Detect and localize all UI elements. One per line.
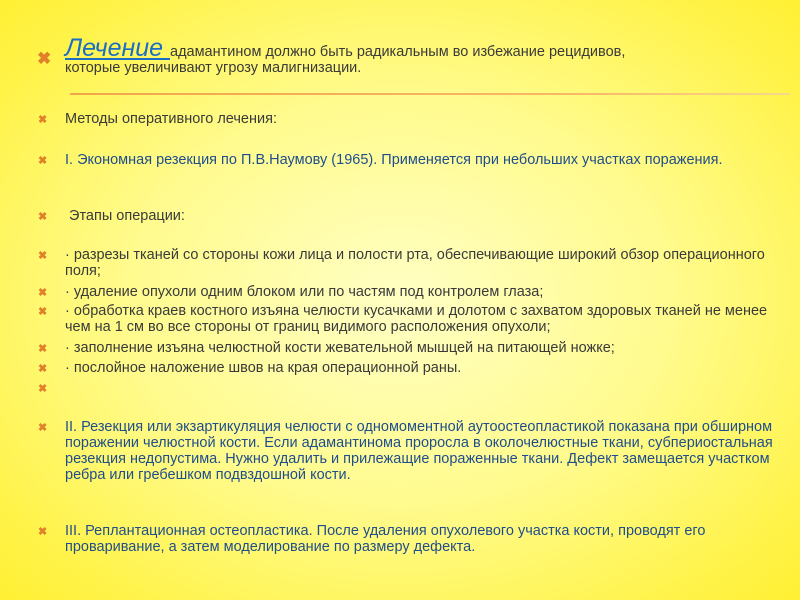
list-item: Методы оперативного лечения: [65, 111, 277, 127]
heading-text-line2: которые увеличивают угрозу малигнизации. [65, 60, 362, 76]
bullet-icon: ✖ [38, 287, 48, 299]
bullet-icon: ✖ [38, 114, 48, 126]
list-item: II. Резекция или экзартикуляция челюсти с одномоментной аутоостеопластикой показана при обширном поражении челюстной кости. Если адамантинома проросла в околочелюстные ткани, субпериостальная резекция недопустима. Нужно удалить и прилежащие пораженные ткани. Дефект замещается участком ребра или гребешком подвздошной кости. [65, 419, 773, 483]
list-item: · разрезы тканей со стороны кожи лица и полости рта, обеспечивающие широкий обзор операционного поля; [65, 247, 765, 279]
bullet-icon: ✖ [38, 526, 48, 538]
list-item: Этапы операции: [65, 208, 185, 224]
list-item: · удаление опухоли одним блоком или по частям под контролем глаза; [65, 284, 544, 300]
bullet-icon: ✖ [38, 343, 48, 355]
bullet-icon: ✖ [37, 49, 52, 68]
list-item: III. Реплантационная остеопластика. После удаления опухолевого участка кости, проводят его проваривание, а затем моделирование по размеру дефекта. [65, 523, 706, 555]
bullet-icon: ✖ [38, 422, 48, 434]
list-item: · послойное наложение швов на края операционной раны. [65, 360, 462, 376]
divider-line [70, 93, 790, 95]
list-item: I. Экономная резекция по П.В.Наумову (1965). Применяется при небольших участках поражения. [65, 152, 723, 168]
heading-block [65, 34, 785, 76]
bullet-icon: ✖ [38, 383, 48, 395]
bullet-icon: ✖ [38, 250, 48, 262]
heading-text-line1: адамантином должно быть радикальным во избежание рецидивов, [170, 44, 626, 60]
bullet-icon: ✖ [38, 363, 48, 375]
bullet-icon: ✖ [38, 306, 48, 318]
bullet-icon: ✖ [38, 155, 48, 167]
list-item: · заполнение изъяна челюстной кости жевательной мышцей на питающей ножке; [65, 340, 615, 356]
list-item: · обработка краев костного изъяна челюсти кусачками и долотом с захватом здоровых тканей не менее чем на 1 см во все стороны от границ видимого расположения опухоли; [65, 303, 768, 335]
bullet-icon: ✖ [38, 211, 48, 223]
heading-title: Лечение [65, 34, 170, 62]
